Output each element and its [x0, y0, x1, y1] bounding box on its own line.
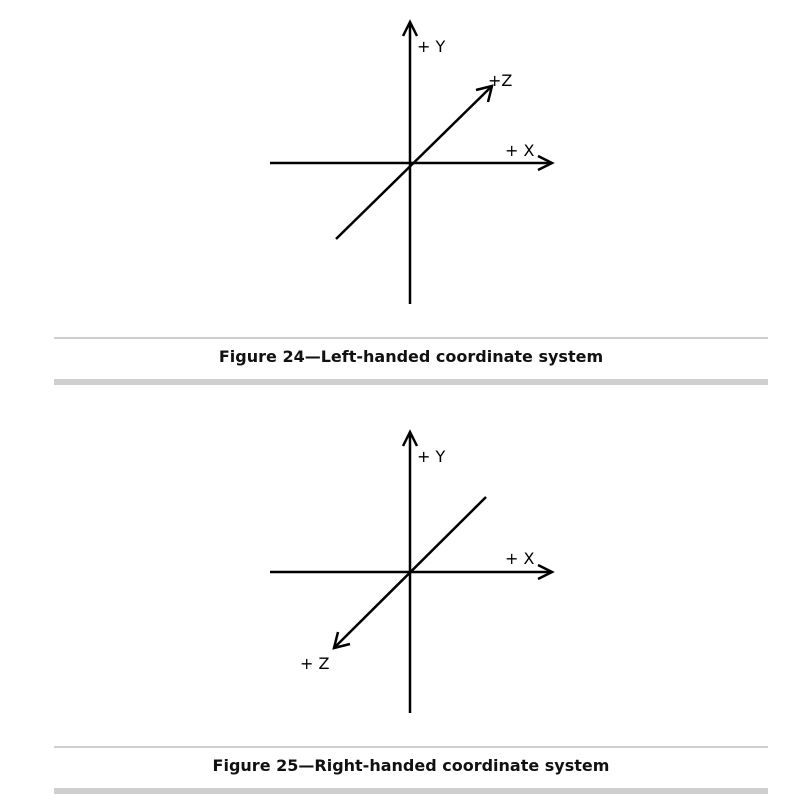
caption-rule-bottom [54, 379, 768, 385]
figure-24-diagram [0, 0, 793, 330]
z-axis-label: + Z [300, 654, 330, 673]
y-axis-label: + Y [417, 447, 446, 466]
figure-25-diagram [0, 410, 793, 740]
caption-rule-top [54, 746, 768, 748]
z-axis-label: +Z [488, 71, 513, 90]
caption-rule-top [54, 337, 768, 339]
figure-24-caption: Figure 24—Left-handed coordinate system [218, 347, 604, 366]
figure-25-caption: Figure 25—Right-handed coordinate system [212, 756, 610, 775]
caption-rule-bottom [54, 788, 768, 794]
x-axis-label: + X [505, 141, 535, 160]
x-axis-label: + X [505, 549, 535, 568]
y-axis-label: + Y [417, 37, 446, 56]
